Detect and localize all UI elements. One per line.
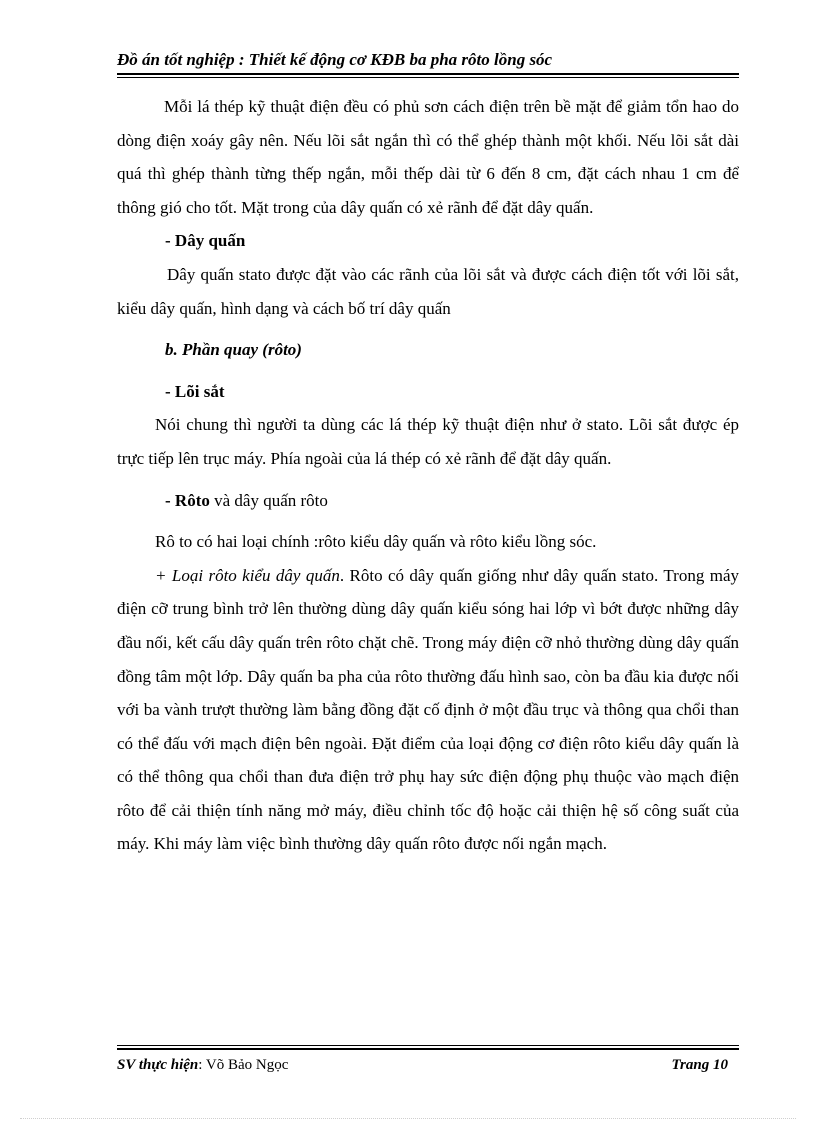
- document-body: [117, 90, 739, 861]
- paragraph-stator-winding: Dây quấn stato được đặt vào các rãnh của lõi sắt và được cách điện tốt với lõi sắt, kiểu dây quấn, hình dạng và cách bố trí dây quấn: [117, 264, 739, 318]
- paragraph-steel-laminations: Mỗi lá thép kỹ thuật điện đều có phủ sơn cách điện trên bề mặt để giảm tổn hao do dòng điện xoáy gây nên. Nếu lõi sắt ngắn thì có thể ghép thành một khối. Nếu lõi sắt dài quá thì ghép thành từng thếp ngắn, mỗi thếp dài từ 6 đến 8 cm, đặt cách nhau 1 cm để thông gió cho tốt. Mặt trong của dây quấn có xẻ rãnh để đặt dây quấn.: [117, 97, 739, 217]
- heading-rotor-rest: và dây quấn rôto: [214, 490, 328, 510]
- footer-rule-thin: [117, 1045, 739, 1046]
- footer-author-name: : Võ Bảo Ngọc: [198, 1057, 289, 1073]
- footer-rule-thick: [117, 1048, 739, 1050]
- paragraph-rotor-core: Nói chung thì người ta dùng các lá thép kỹ thuật điện như ở stato. Lõi sắt được ép trực tiếp lên trục máy. Phía ngoài của lá thép có xẻ rãnh để đặt dây quấn.: [117, 415, 739, 468]
- paragraph-wound-rotor: [117, 559, 739, 861]
- heading-iron-core: - Lõi sắt: [165, 381, 225, 401]
- header-rule-thin: [117, 77, 739, 78]
- footer-author: [117, 1057, 288, 1074]
- page-bottom-divider: [20, 1118, 796, 1119]
- header-rule-thick: [117, 73, 739, 75]
- footer-author-label: SV thực hiện: [117, 1057, 199, 1073]
- subheading-rotor: b. Phần quay (rôto): [165, 340, 302, 360]
- wound-rotor-text: . Rôto có dây quấn giống như dây quấn stato. Trong máy điện cỡ trung bình trở lên thường dùng dây quấn kiểu sóng hai lớp vì bớt được những dây đầu nối, kết cấu dây quấn trên rôto chặt chẽ. Trong máy điện cỡ nhỏ thường dùng dây quấn đồng tâm một lớp. Dây quấn ba pha của rôto thường đấu hình sao, còn ba đầu kia được nối với ba vành trượt thường làm bằng đồng đặt cố định ở một đầu trục và thông qua chổi than có thể đấu với mạch điện bên ngoài. Đặt điểm của loại động cơ điện rôto kiểu dây quấn là có thể thông qua chổi than đưa điện trở phụ hay sức điện động phụ thuộc vào mạch điện rôto để cải thiện tính năng mở máy, điều chỉnh tốc độ hoặc cải thiện hệ số công suất của máy. Khi máy làm việc bình thường dây quấn rôto được nối ngắn mạch.: [117, 565, 739, 854]
- page-header-title: Đồ án tốt nghiệp : Thiết kế động cơ KĐB ba pha rôto lồng sóc: [117, 50, 553, 69]
- paragraph-rotor-types: Rô to có hai loại chính :rôto kiểu dây quấn và rôto kiểu lồng sóc.: [155, 532, 597, 552]
- heading-rotor-prefix: - Rôto: [165, 490, 210, 510]
- footer-page-number: Trang 10: [671, 1057, 728, 1073]
- wound-rotor-lead: + Loại rôto kiểu dây quấn: [155, 565, 340, 585]
- heading-winding: - Dây quấn: [165, 231, 246, 251]
- heading-rotor-winding: [117, 484, 739, 518]
